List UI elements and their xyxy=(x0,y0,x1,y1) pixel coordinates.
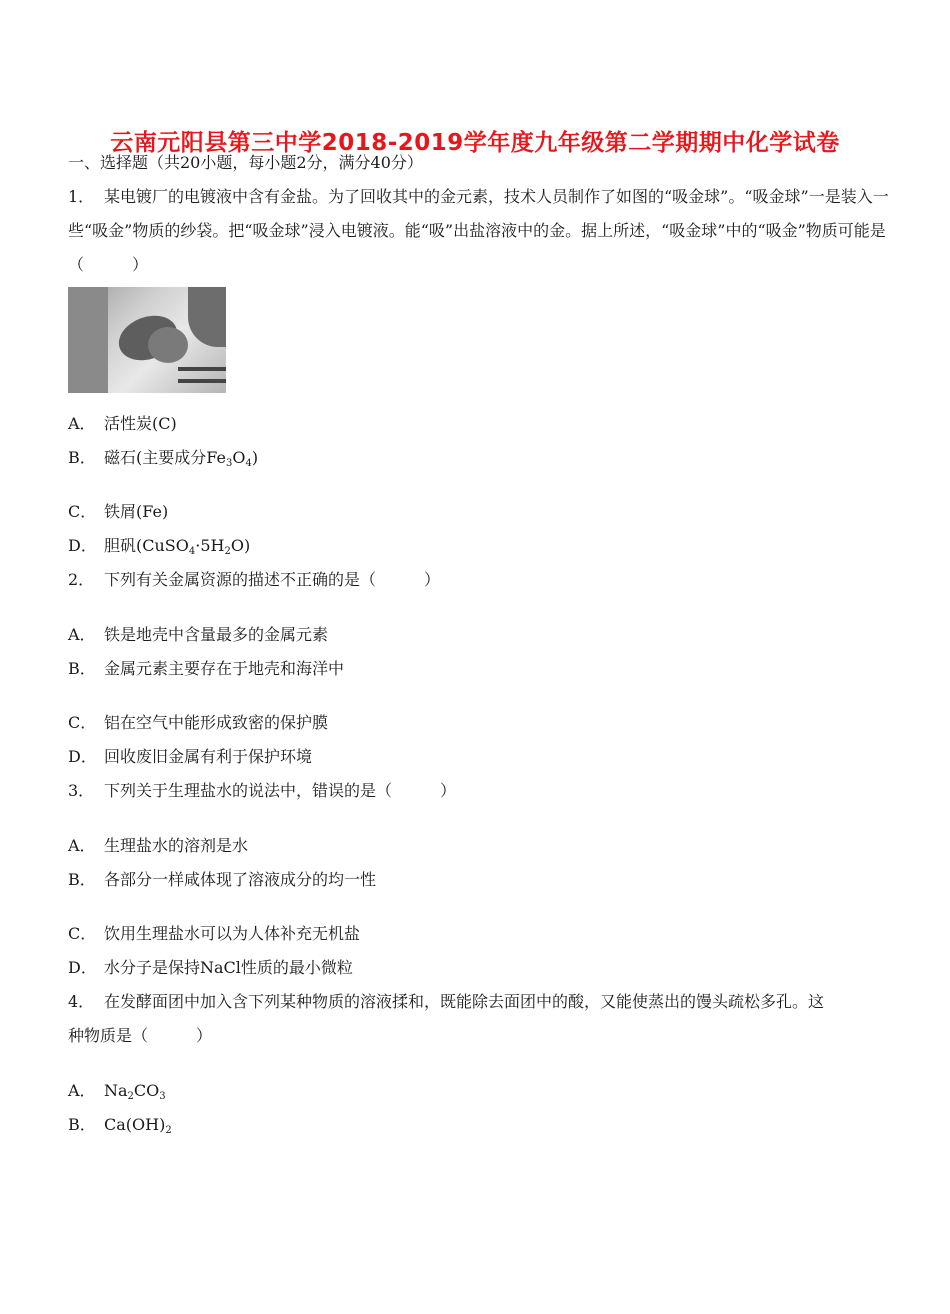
option-4b: B． $Ca(OH)_2$ xyxy=(68,1115,172,1136)
option-3c: C． 饮用生理盐水可以为人体补充无机盐 xyxy=(68,924,361,943)
option-2a: A． 铁是地壳中含量最多的金属元素 xyxy=(68,625,329,644)
option-1b: B． 磁石(主要成分$Fe_3O_4$) xyxy=(68,448,259,469)
option-1a: A． 活性炭(C) xyxy=(68,414,177,433)
option-3b: B． 各部分一样咸体现了溶液成分的均一性 xyxy=(68,870,377,889)
option-3d: D． 水分子是保持NaCl性质的最小微粒 xyxy=(68,958,353,977)
option-3a: A． 生理盐水的溶剂是水 xyxy=(68,836,249,855)
option-1c: C． 铁屑(Fe) xyxy=(68,502,169,521)
option-1d: D． 胆矾$(CuSO_4\cdot 5H_2O)$ xyxy=(68,536,251,557)
question-1 xyxy=(68,180,918,282)
question-4-continued: 种物质是（ ） xyxy=(68,1026,213,1045)
exam-title: 云南元阳县第三中学2018-2019学年度九年级第二学期期中化学试卷 xyxy=(110,130,840,156)
question-text: 某电镀厂的电镀液中含有金盐。为了回收其中的金元素，技术人员制作了如图的“吸金球”。“吸金球”一是装入一些“吸金”物质的纱袋。把“吸金球”浸入电镀液。能“吸”出盐溶液中的金。据上所述，“吸金球”中的“吸金”物质可能是（ ） xyxy=(68,187,889,274)
option-2c: C． 铝在空气中能形成致密的保护膜 xyxy=(68,713,329,732)
question-3: 3． 下列关于生理盐水的说法中，错误的是（ ） xyxy=(68,781,457,800)
gold-absorbing-ball-photo xyxy=(68,287,226,393)
option-4a: A． $Na_2CO_3$ xyxy=(68,1081,166,1102)
option-2b: B． 金属元素主要存在于地壳和海洋中 xyxy=(68,659,345,678)
question-4: 4． 在发酵面团中加入含下列某种物质的溶液揉和，既能除去面团中的酸，又能使蒸出的馒头疏松多孔。这 xyxy=(68,992,825,1011)
section-heading: 一、选择题（共20小题，每小题2分，满分40分） xyxy=(68,153,423,172)
question-2: 2． 下列有关金属资源的描述不正确的是（ ） xyxy=(68,570,441,589)
question-number: 1． xyxy=(68,187,95,206)
option-2d: D． 回收废旧金属有利于保护环境 xyxy=(68,747,313,766)
